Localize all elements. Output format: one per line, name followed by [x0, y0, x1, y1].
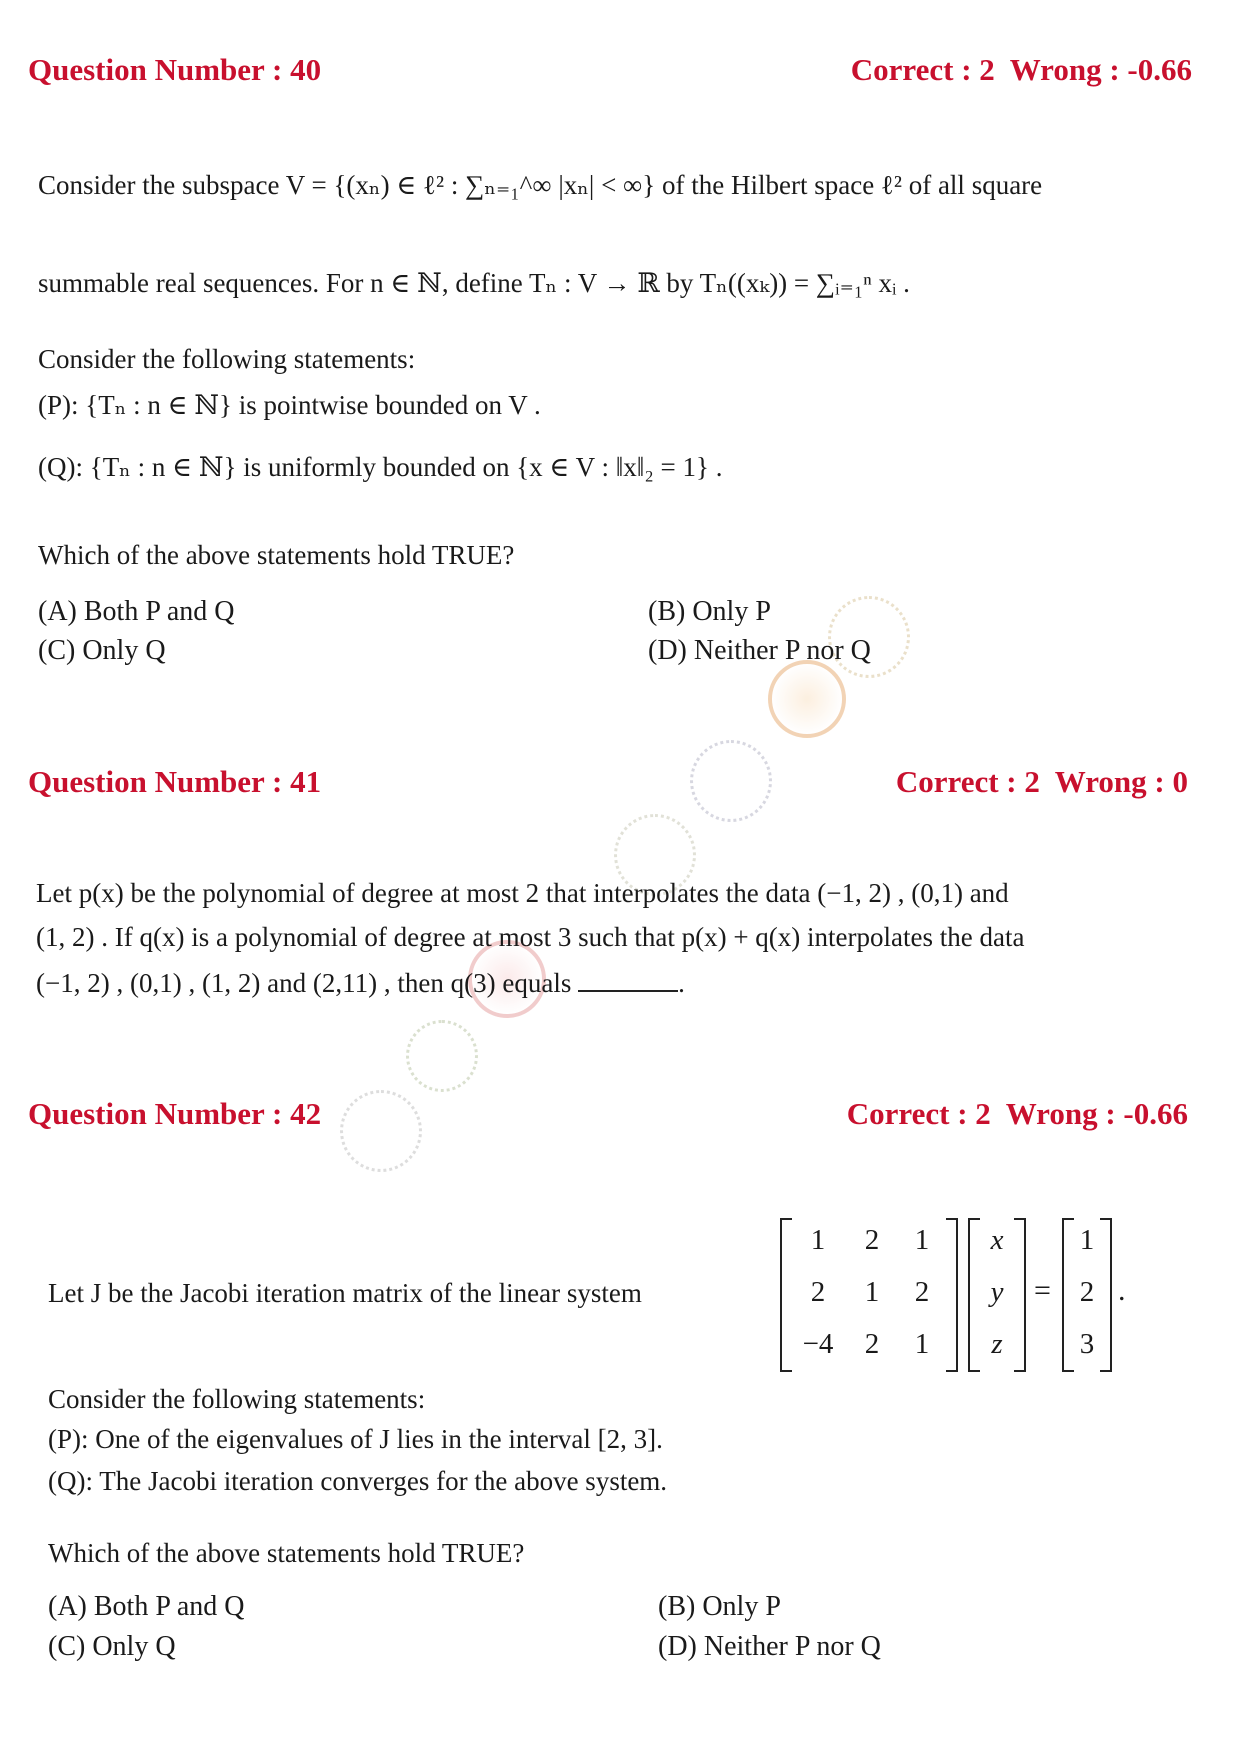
answer-blank[interactable]: [578, 964, 678, 992]
matrix-entry: 2: [864, 1328, 880, 1360]
option-b[interactable]: (B) Only P: [648, 596, 771, 627]
unknown-vector: [968, 1218, 1026, 1370]
question-number: Question Number : 42: [28, 1096, 322, 1131]
question-stem: summable real sequences. For n ∈ ℕ, define Tₙ : V → ℝ by Tₙ((xₖ)) = ∑ᵢ₌₁ⁿ xᵢ .: [38, 268, 910, 298]
matrix-entry: 1: [914, 1328, 930, 1360]
watermark-logo: [768, 660, 846, 738]
question-stem: (1, 2) . If q(x) is a polynomial of degree at most 3 such that p(x) + q(x) interpolates the data: [36, 922, 1025, 952]
vector-entry: 3: [1079, 1328, 1095, 1360]
question-header: [0, 52, 1240, 92]
vector-entry: y: [990, 1276, 1004, 1308]
period: .: [1118, 1274, 1126, 1307]
rhs-vector: [1062, 1218, 1112, 1370]
vector-entry: 1: [1079, 1224, 1095, 1256]
matrix-entry: 1: [864, 1276, 880, 1308]
question-prompt: Which of the above statements hold TRUE?: [48, 1538, 525, 1568]
vector-entry: x: [990, 1224, 1004, 1256]
question-number: Question Number : 40: [28, 52, 322, 87]
marking-scheme: Correct : 2 Wrong : -0.66: [850, 52, 1192, 87]
question-stem: Let J be the Jacobi iteration matrix of the linear system: [48, 1278, 642, 1308]
option-a[interactable]: (A) Both P and Q: [48, 1591, 245, 1622]
question-stem: Let p(x) be the polynomial of degree at most 2 that interpolates the data (−1, 2) , (0,1) and: [36, 878, 1009, 908]
marking-scheme: Correct : 2 Wrong : 0: [895, 764, 1188, 799]
option-c[interactable]: (C) Only Q: [38, 635, 166, 666]
question-header: [0, 1096, 1240, 1136]
matrix-entry: −4: [802, 1328, 834, 1360]
matrix-entry: 2: [864, 1224, 880, 1256]
matrix-entry: 2: [810, 1276, 826, 1308]
question-stem: Consider the subspace V = {(xₙ) ∈ ℓ² : ∑ₙ₌₁^∞ |xₙ| < ∞} of the Hilbert space ℓ² of all square: [38, 170, 1043, 200]
equals-sign: =: [1034, 1274, 1051, 1307]
statement-q: (Q): {Tₙ : n ∈ ℕ} is uniformly bounded on {x ∈ V : ‖x‖₂ = 1} .: [38, 452, 723, 482]
question-stem: (−1, 2) , (0,1) , (1, 2) and (2,11) , then q(3) equals: [36, 968, 572, 998]
question-number: Question Number : 41: [28, 764, 322, 799]
statement-p: (P): One of the eigenvalues of J lies in the interval [2, 3].: [48, 1424, 663, 1454]
option-d[interactable]: (D) Neither P nor Q: [648, 635, 871, 666]
vector-entry: z: [991, 1328, 1003, 1360]
option-a[interactable]: (A) Both P and Q: [38, 596, 235, 627]
question-stem-last: (−1, 2) , (0,1) , (1, 2) and (2,11) , then q(3) equals .: [36, 964, 685, 1000]
coefficient-matrix: [780, 1218, 958, 1370]
option-b[interactable]: (B) Only P: [658, 1591, 781, 1622]
watermark-logo: [406, 1020, 478, 1092]
matrix-entry: 1: [810, 1224, 826, 1256]
vector-entry: 2: [1079, 1276, 1095, 1308]
statements-intro: Consider the following statements:: [48, 1384, 426, 1414]
statement-p: (P): {Tₙ : n ∈ ℕ} is pointwise bounded on V .: [38, 390, 541, 420]
question-prompt: Which of the above statements hold TRUE?: [38, 540, 515, 570]
option-d[interactable]: (D) Neither P nor Q: [658, 1631, 881, 1662]
matrix-entry: 2: [914, 1276, 930, 1308]
question-header: [0, 764, 1240, 804]
matrix-entry: 1: [914, 1224, 930, 1256]
option-c[interactable]: (C) Only Q: [48, 1631, 176, 1662]
marking-scheme: Correct : 2 Wrong : -0.66: [846, 1096, 1188, 1131]
statements-intro: Consider the following statements:: [38, 344, 416, 374]
statement-q: (Q): The Jacobi iteration converges for the above system.: [48, 1466, 668, 1496]
